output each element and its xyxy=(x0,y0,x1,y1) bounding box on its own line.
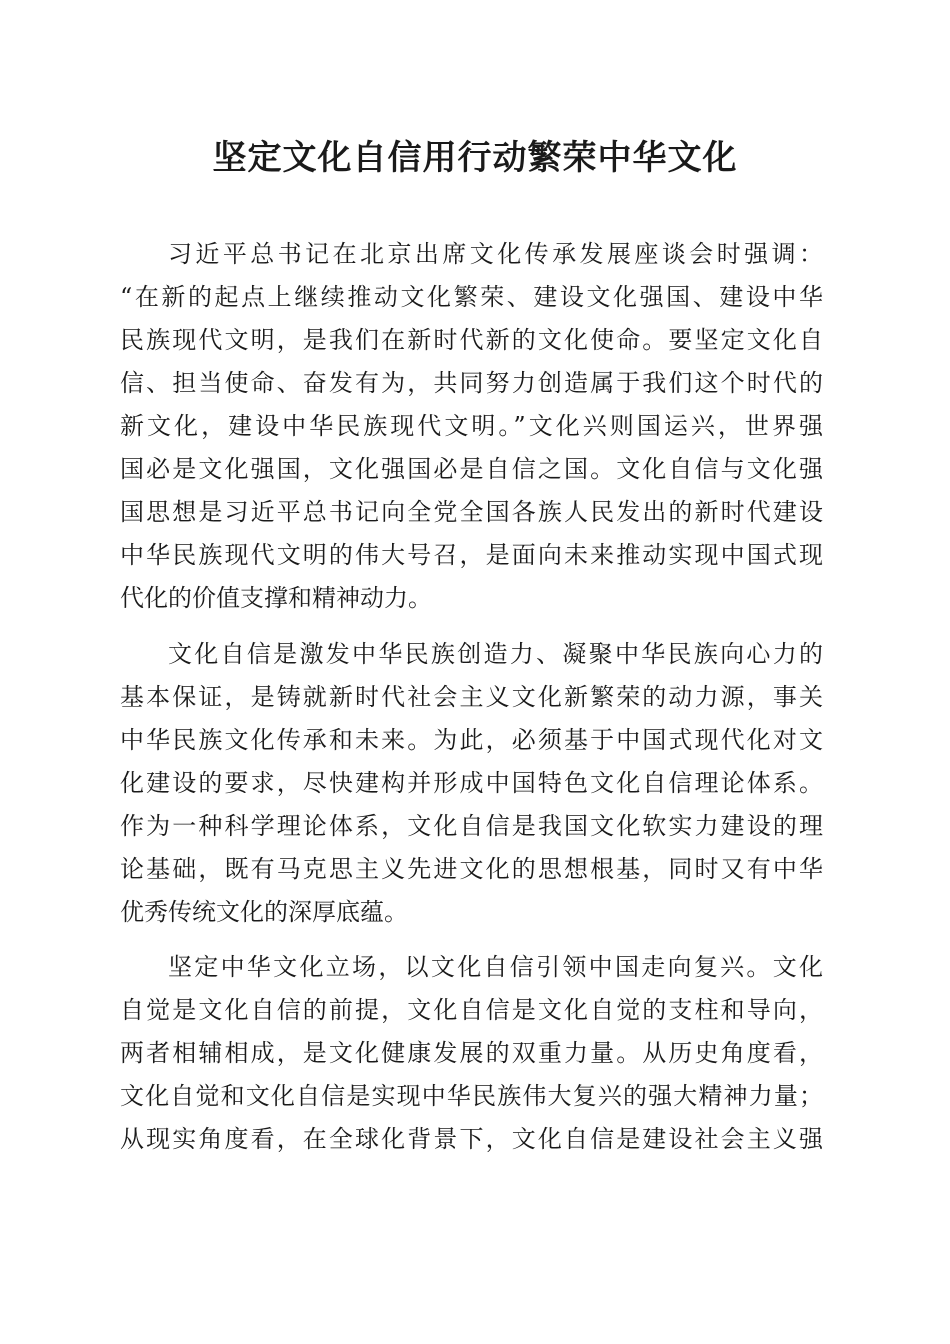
text-line: 化建设的要求，尽快建构并形成中国特色文化自信理论体系。 xyxy=(120,769,823,797)
text-line: 代化的价值支撑和精神动力。 xyxy=(120,584,432,612)
text-line: 两者相辅相成，是文化健康发展的双重力量。从历史角度看， xyxy=(120,1039,823,1067)
text-line: 文化自信是激发中华民族创造力、凝聚中华民族向心力的 xyxy=(168,640,823,668)
text-line: 优秀传统文化的深厚底蕴。 xyxy=(120,898,408,926)
text-line: 基本保证，是铸就新时代社会主义文化新繁荣的动力源，事关 xyxy=(120,683,823,711)
paragraph-1 xyxy=(120,233,823,620)
text-line: 新文化，建设中华民族现代文明。”文化兴则国运兴，世界强 xyxy=(120,412,823,440)
document-title: 坚定文化自信用行动繁荣中华文化 xyxy=(212,138,738,178)
text-line: 文化自觉和文化自信是实现中华民族伟大复兴的强大精神力量； xyxy=(120,1082,823,1110)
paragraph-3 xyxy=(120,946,823,1161)
text-line: 国思想是习近平总书记向全党全国各族人民发出的新时代建设 xyxy=(120,498,823,526)
paragraph-2 xyxy=(120,633,823,934)
text-line: 中华民族现代文明的伟大号召，是面向未来推动实现中国式现 xyxy=(120,541,823,569)
text-line: 国必是文化强国，文化强国必是自信之国。文化自信与文化强 xyxy=(120,455,823,483)
text-line: 中华民族文化传承和未来。为此，必须基于中国式现代化对文 xyxy=(120,726,823,754)
text-line: 论基础，既有马克思主义先进文化的思想根基，同时又有中华 xyxy=(120,855,823,883)
text-line: 作为一种科学理论体系，文化自信是我国文化软实力建设的理 xyxy=(120,812,823,840)
text-line: 民族现代文明，是我们在新时代新的文化使命。要坚定文化自 xyxy=(120,326,823,354)
text-line: 自觉是文化自信的前提，文化自信是文化自觉的支柱和导向， xyxy=(120,996,823,1024)
text-line: 信、担当使命、奋发有为，共同努力创造属于我们这个时代的 xyxy=(120,369,823,397)
text-line: 从现实角度看，在全球化背景下，文化自信是建设社会主义强 xyxy=(120,1125,823,1153)
text-line: 习近平总书记在北京出席文化传承发展座谈会时强调： xyxy=(168,240,823,268)
text-line: “在新的起点上继续推动文化繁荣、建设文化强国、建设中华 xyxy=(120,283,823,311)
text-line: 坚定中华文化立场，以文化自信引领中国走向复兴。文化 xyxy=(168,953,823,981)
